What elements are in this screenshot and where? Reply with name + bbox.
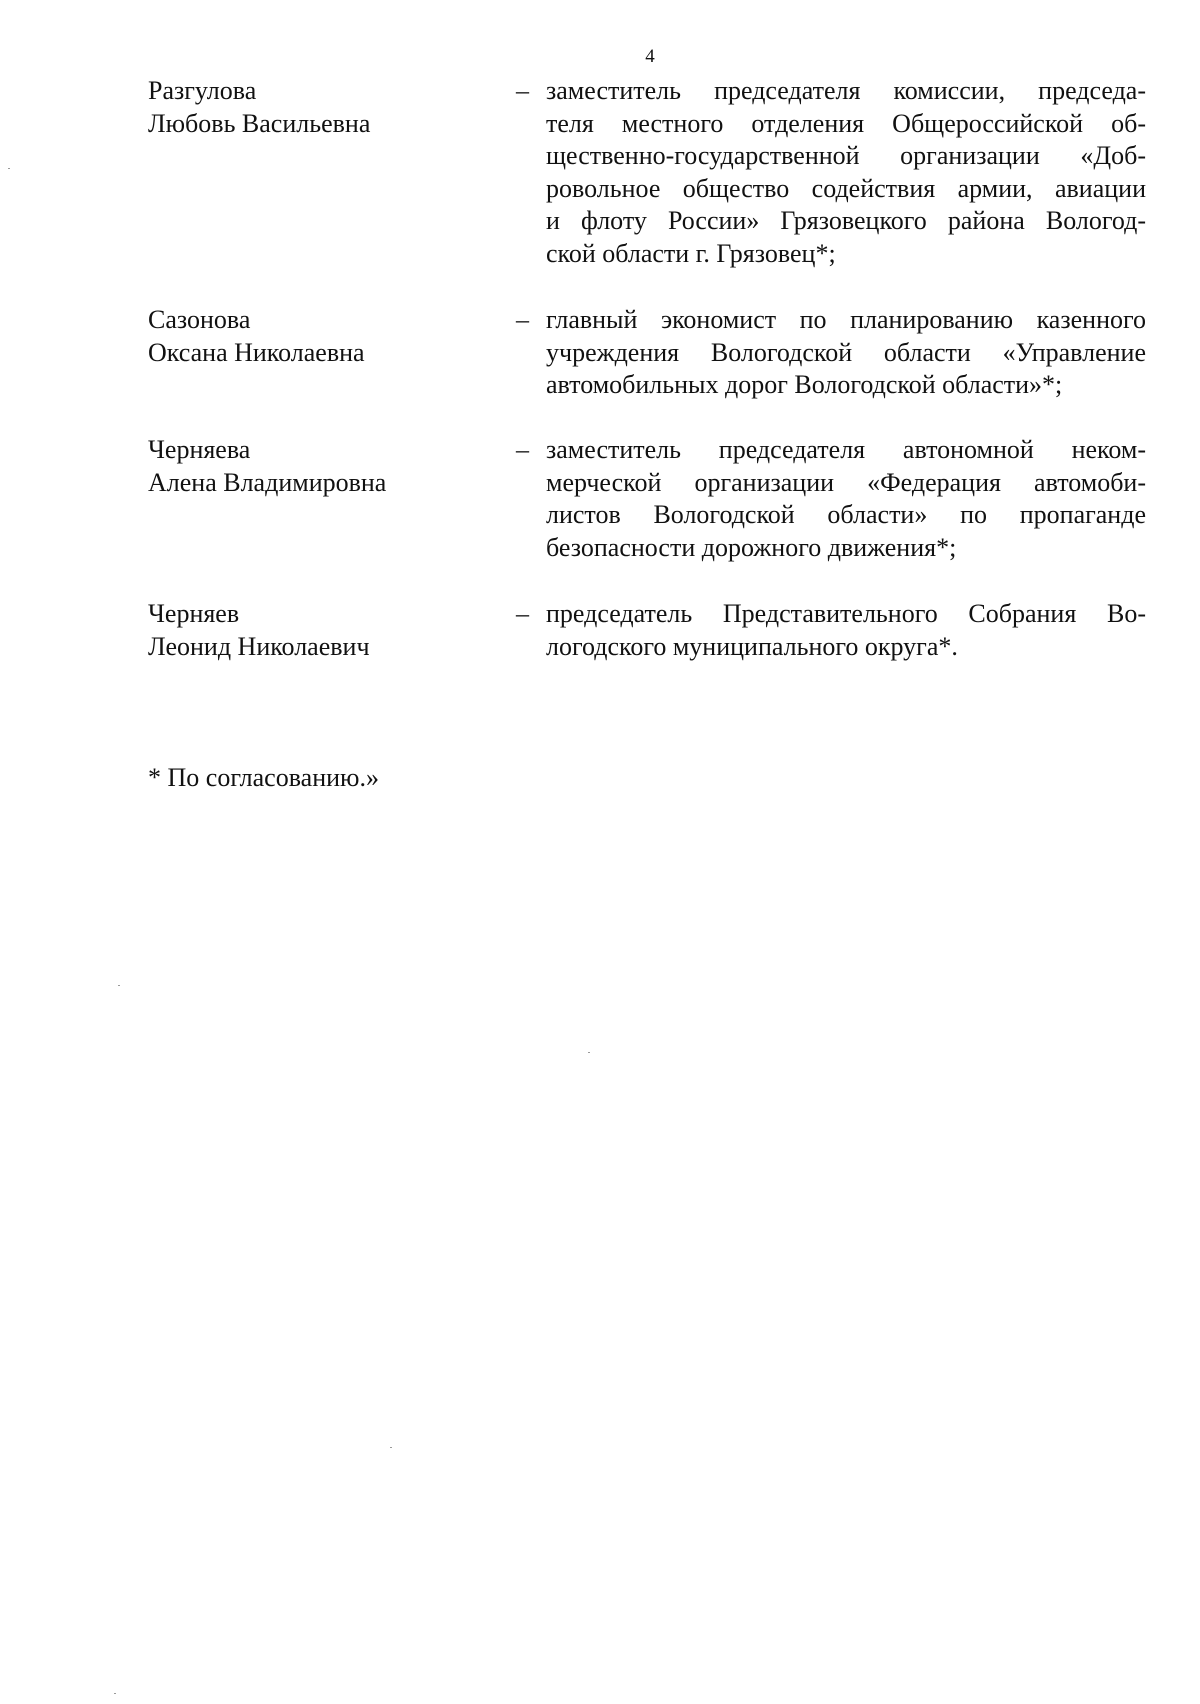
member-entry bbox=[148, 304, 1148, 399]
member-given-names: Леонид Николаевич bbox=[148, 631, 370, 661]
member-surname: Разгулова bbox=[148, 76, 257, 105]
member-given-names: Алена Владимировна bbox=[148, 467, 387, 497]
member-role bbox=[546, 75, 1146, 270]
role-line: ской области г. Грязовец*; bbox=[546, 238, 836, 268]
role-line: щественно-государственной организации «Доб- bbox=[546, 141, 1146, 170]
role-line: главный экономист по планированию казенного bbox=[546, 305, 1146, 334]
member-given-names: Любовь Васильевна bbox=[148, 108, 371, 138]
dash-separator: – bbox=[516, 305, 529, 334]
role-line: заместитель председателя автономной неком- bbox=[546, 435, 1146, 464]
dash-separator: – bbox=[516, 76, 529, 105]
role-line: заместитель председателя комиссии, председа- bbox=[546, 76, 1146, 105]
member-name bbox=[148, 598, 488, 663]
role-line: и флоту России» Грязовецкого района Вологод- bbox=[546, 206, 1146, 235]
member-entry bbox=[148, 75, 1148, 268]
member-name bbox=[148, 434, 488, 499]
role-line: мерческой организации «Федерация автомоби- bbox=[546, 467, 1146, 497]
role-line: учреждения Вологодской области «Управление bbox=[546, 337, 1146, 367]
role-line: логодского муниципального округа*. bbox=[546, 631, 958, 661]
member-surname: Черняев bbox=[148, 599, 240, 628]
scan-speck bbox=[8, 168, 10, 169]
member-given-names: Оксана Николаевна bbox=[148, 337, 365, 367]
role-line: автомобильных дорог Вологодской области»*; bbox=[546, 370, 1063, 399]
role-line: листов Вологодской области» по пропаганде bbox=[546, 500, 1146, 529]
role-line: ровольное общество содействия армии, авиации bbox=[546, 173, 1146, 203]
member-name bbox=[148, 75, 488, 140]
member-surname: Черняева bbox=[148, 435, 251, 464]
role-line: теля местного отделения Общероссийской об- bbox=[546, 108, 1146, 138]
member-name bbox=[148, 304, 488, 369]
dash-separator: – bbox=[516, 599, 529, 628]
scan-speck bbox=[114, 1693, 116, 1694]
page-number: 4 bbox=[645, 46, 655, 67]
scan-speck bbox=[118, 985, 120, 986]
member-entry bbox=[148, 434, 1148, 562]
member-role bbox=[546, 434, 1146, 564]
member-role bbox=[546, 304, 1146, 402]
scan-speck bbox=[390, 1447, 392, 1448]
dash-separator: – bbox=[516, 435, 529, 464]
footnote: * По согласованию.» bbox=[148, 763, 379, 792]
role-line: безопасности дорожного движения*; bbox=[546, 532, 957, 562]
member-role bbox=[546, 598, 1146, 663]
member-surname: Сазонова bbox=[148, 305, 251, 334]
role-line: председатель Представительного Собрания Во- bbox=[546, 599, 1146, 628]
scan-speck bbox=[588, 1052, 590, 1053]
member-entry bbox=[148, 598, 1148, 661]
